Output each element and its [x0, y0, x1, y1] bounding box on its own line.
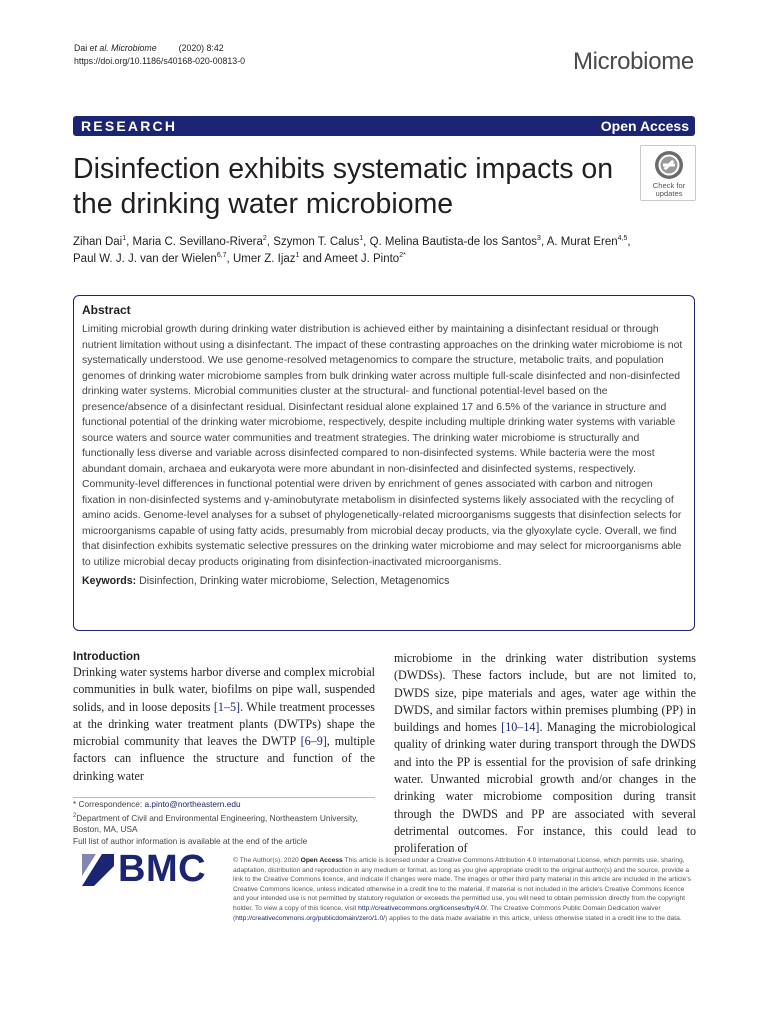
section-banner [73, 116, 695, 136]
author-name: Paul W. J. J. van der Wielen [73, 253, 217, 265]
bmc-logo-text: BMC [118, 848, 207, 890]
open-access-label: Open Access [600, 118, 689, 134]
author-name: A. Murat Eren [546, 236, 618, 248]
author-affiliation: 1 [359, 235, 364, 243]
article-title: Disinfection exhibits systematic impacts on the drinking water microbiome [73, 153, 614, 220]
intro-paragraph-1: Drinking water systems harbor diverse and complex microbial communities in bulk water, biofilms on pipe wall, suspended solids, and in loose deposits [1–5]. While treatment processes at the drinking water treatment plants (DWTPs) shape the microbial community that leaves the DWTP [6–9], multiple factors can influence the structure and function of the drinking water [73, 665, 376, 783]
doi-link[interactable]: https://doi.org/10.1186/s40168-020-00813-0 [74, 56, 246, 66]
bmc-logo [80, 848, 230, 890]
author-name: Zihan Dai [73, 236, 123, 248]
intro-heading: Introduction [73, 651, 141, 663]
citation-etal: et al. Microbiome [89, 43, 157, 53]
author-separator: , [226, 253, 233, 265]
correspondence-label: * Correspondence: [73, 799, 145, 809]
keywords-list: Disinfection, Drinking water microbiome, Selection, Metagenomics [136, 575, 450, 587]
keywords [82, 574, 686, 589]
cc-zero-link[interactable]: http://creativecommons.org/publicdomain/zero/1.0/ [235, 914, 386, 922]
affiliation-sup: 2 [73, 812, 77, 819]
section-label: RESEARCH [81, 118, 178, 134]
citation-ref-6-9[interactable]: [6–9] [300, 734, 327, 749]
author-affiliation: 1 [122, 235, 127, 243]
author-info-note: Full list of author information is available at the end of the article [73, 836, 308, 847]
cc-by-link[interactable]: http://creativecommons.org/licenses/by/4.0/ [358, 904, 487, 912]
author-name: Q. Melina Bautista-de los Santos [369, 236, 538, 248]
abstract-heading: Abstract [82, 303, 131, 317]
citation-authors: Dai [74, 43, 90, 53]
footnote [73, 799, 375, 848]
author-separator: , [126, 236, 133, 248]
abstract-box [73, 295, 695, 631]
author-name: Umer Z. Ijaz [232, 253, 296, 265]
bmc-logo-icon [80, 852, 116, 888]
author-affiliation: 2* [399, 252, 406, 260]
author-separator: , [363, 236, 370, 248]
author-separator: and [299, 253, 325, 265]
check-for-updates-badge[interactable] [640, 145, 696, 201]
intro-column-right [394, 650, 696, 858]
author-name: Szymon T. Calus [273, 236, 360, 248]
author-list [73, 234, 698, 268]
keywords-label: Keywords: [82, 575, 137, 587]
author-affiliation: 4,5 [617, 235, 628, 243]
author-separator: , [540, 236, 547, 248]
author-separator: , [266, 236, 274, 248]
citation-header [74, 42, 245, 68]
check-updates-icon [654, 150, 684, 180]
author-affiliation: 6,7 [216, 252, 227, 260]
journal-name: Microbiome [572, 48, 694, 75]
intro-paragraph-2: microbiome in the drinking water distribution systems (DWDSs). These factors include, but are not limited to, DWDS size, pipe materials and ages, water age within the DWDS, and similar factors within premises plumbing (PP) in buildings and homes [10–14]. Managing the microbiological quality of drinking water during transport through the DWDS and into the PP is essential for the provision of safe drinking water. Unwanted microbial growth and/or changes in the drinking water microbiome composition during transit through the DWDS and PP are associated with several detrimental outcomes. For instance, this could lead to proliferation of [394, 651, 696, 856]
citation-year: (2020) 8:42 [178, 43, 224, 53]
footnote-divider [73, 797, 375, 798]
author-affiliation: 2 [262, 235, 267, 243]
author-affiliation: 3 [537, 235, 541, 243]
check-updates-line2: updates [655, 189, 683, 198]
author-name: Maria C. Sevillano-Rivera [132, 236, 263, 248]
citation-ref-10-14[interactable]: [10–14] [501, 720, 540, 735]
author-separator: , [627, 236, 631, 248]
affiliation-text: Department of Civil and Environmental Engineering, Northeastern University, Boston, MA, USA [73, 812, 358, 835]
intro-column-left [73, 650, 375, 785]
abstract-body: Limiting microbial growth during drinking water distribution is achieved either by maintaining a disinfectant residual or through nutrient limitation without using a disinfectant. The impact of these contrasting approaches on the drinking water microbiome is not systematically understood. We use genome-resolved metagenomics to compare the structure, metabolic traits, and population genomes of drinking water microbiome samples from bulk drinking water across multiple full-scale disinfected and non-disinfected drinking water systems. Microbial communities cluster at the structural- and functional potential-level based on the presence/absence of a disinfectant residual. Disinfectant residual alone explained 17 and 6.5% of the variance in structure and functional potential of the drinking water microbiome, respectively, despite including multiple drinking water systems with variable source waters and source water communities and treatment strategies. The drinking water microbiome is structurally and functionally less diverse and variable across disinfected compared to non-disinfected systems. While bacteria were the most abundant domain, archaea and eukaryota were more abundant in non-disinfected and disinfected systems, respectively. Community-level differences in functional potential were driven by enrichment of genes associated with carbon and nitrogen fixation in non-disinfected systems and γ-aminobutyrate metabolism in disinfected systems likely associated with the recycling of amino acids. Genome-level analyses for a subset of phylogenetically-related microorganisms suggests that disinfection selects for microorganisms capable of using fatty acids, presumably from microbial decay products, via the glyoxylate cycle. Overall, we find that disinfection exhibits systematic selective pressures on the drinking water microbiome and may select for microorganisms able to utilize microbial decay products originating from disinfection-inactivated microorganisms. [82, 324, 683, 568]
open-access-bold: Open Access [300, 857, 343, 864]
citation-ref-1-5[interactable]: [1–5] [213, 699, 241, 714]
correspondence-email[interactable]: a.pinto@northeastern.edu [144, 799, 241, 809]
author-affiliation: 1 [295, 252, 300, 260]
license-text: © The Author(s). 2020 Open Access This article is licensed under a Creative Commons Attribution 4.0 International License, which permits use, sharing, adaptation, distribution and reproduction in any medium or format, as long as you give appropriate credit to the original author(s) and the source, provide a link to the Creative Commons licence, and indicate if changes were made. The images or other third party material in this article are included in the article's Creative Commons licence, unless indicated otherwise in a credit line to the material. If material is not included in the article's Creative Commons licence and your intended use is not permitted by statutory regulation or exceeds the permitted use, you will need to obtain permission directly from the copyright holder. To view a copy of this licence, visit http://creativecommons.org/licenses/by/4.0/. The Creative Commons Public Domain Dedication waiver (http://creativecommons.org/publicdomain/zero/1.0/) applies to the data made available in this article, unless otherwise stated in a credit line to the data. [233, 857, 691, 922]
check-updates-line1: Check for [652, 181, 686, 190]
author-name: Ameet J. Pinto [324, 253, 400, 265]
